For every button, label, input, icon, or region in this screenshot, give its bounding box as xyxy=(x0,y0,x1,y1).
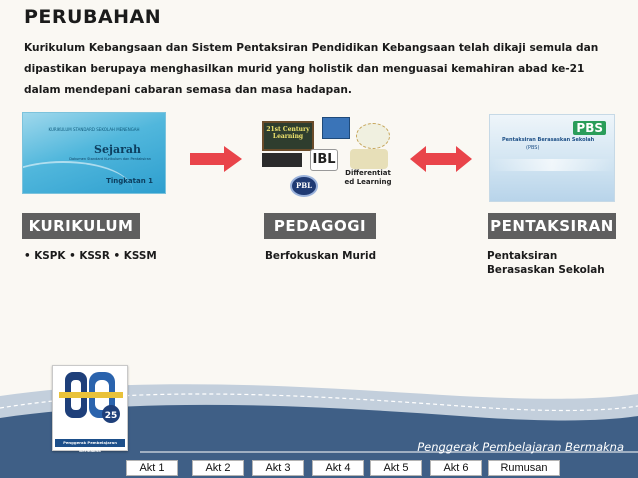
pbs-abbr: (PBS) xyxy=(526,145,540,151)
right-arrow-icon xyxy=(190,146,242,172)
school-logo xyxy=(52,365,128,451)
ibl-badge: IBL xyxy=(310,149,338,171)
illustration-image xyxy=(350,149,388,169)
board-21st-century: 21st Century Learning xyxy=(262,121,314,151)
logo-number: 25 xyxy=(104,411,118,421)
double-arrow-icon xyxy=(410,146,472,172)
book-subtitle: Dokumen Standard Kurikulum dan Pentaksiran xyxy=(69,157,151,161)
logo-caption: Penggerak Pembelajaran Bermakna xyxy=(55,439,125,447)
nav-akt-1-button[interactable]: Akt 1 xyxy=(126,460,178,476)
diagram-image xyxy=(356,123,390,149)
label-pedagogi: PEDAGOGI xyxy=(264,213,376,239)
nav-akt-3-button[interactable]: Akt 3 xyxy=(252,460,304,476)
footer-motto: Penggerak Pembelajaran Bermakna xyxy=(417,440,624,454)
pbs-logo: PBS xyxy=(573,121,606,135)
intro-text: Kurikulum Kebangsaan dan Sistem Pentaksiran Pendidikan Kebangsaan telah dikaji semula dan dipastikan berupaya menghasilkan murid yang holistik dan menguasai kemahiran abad ke-21 dalam mendepani cabaran semasa dan masa hadapan. xyxy=(24,42,599,96)
logo-emblem-icon xyxy=(53,366,129,436)
pedagogi-collage-image xyxy=(262,113,392,199)
label-pentaksiran: PENTAKSIRAN xyxy=(488,213,616,239)
kurikulum-book-image xyxy=(22,112,166,194)
desc-pedagogi: Berfokuskan Murid xyxy=(265,250,377,262)
page-title: PERUBAHAN xyxy=(24,6,162,28)
desc-pentaksiran: Pentaksiran Berasaskan Sekolah xyxy=(487,250,605,276)
pbs-title: Pentaksiran Berasaskan Sekolah xyxy=(502,137,595,143)
dark-card xyxy=(262,153,302,167)
nav-rumusan-button[interactable]: Rumusan xyxy=(488,460,560,476)
nav-akt-4-button[interactable]: Akt 4 xyxy=(312,460,364,476)
nav-akt-6-button[interactable]: Akt 6 xyxy=(430,460,482,476)
label-kurikulum: KURIKULUM xyxy=(22,213,140,239)
book-grade: Tingkatan 1 xyxy=(106,177,153,185)
pentaksiran-pbs-image xyxy=(489,114,615,202)
pbl-badge: PBL xyxy=(290,175,318,197)
differentiated-learning-text: Differentiat ed Learning xyxy=(344,169,392,186)
book-title: Sejarah xyxy=(94,143,141,156)
nav-akt-2-button[interactable]: Akt 2 xyxy=(192,460,244,476)
nav-akt-5-button[interactable]: Akt 5 xyxy=(370,460,422,476)
book-header: KURIKULUM STANDARD SEKOLAH MENENGAH xyxy=(48,127,140,132)
desc-kurikulum: • KSPK • KSSR • KSSM xyxy=(24,250,157,262)
blue-card xyxy=(322,117,350,139)
